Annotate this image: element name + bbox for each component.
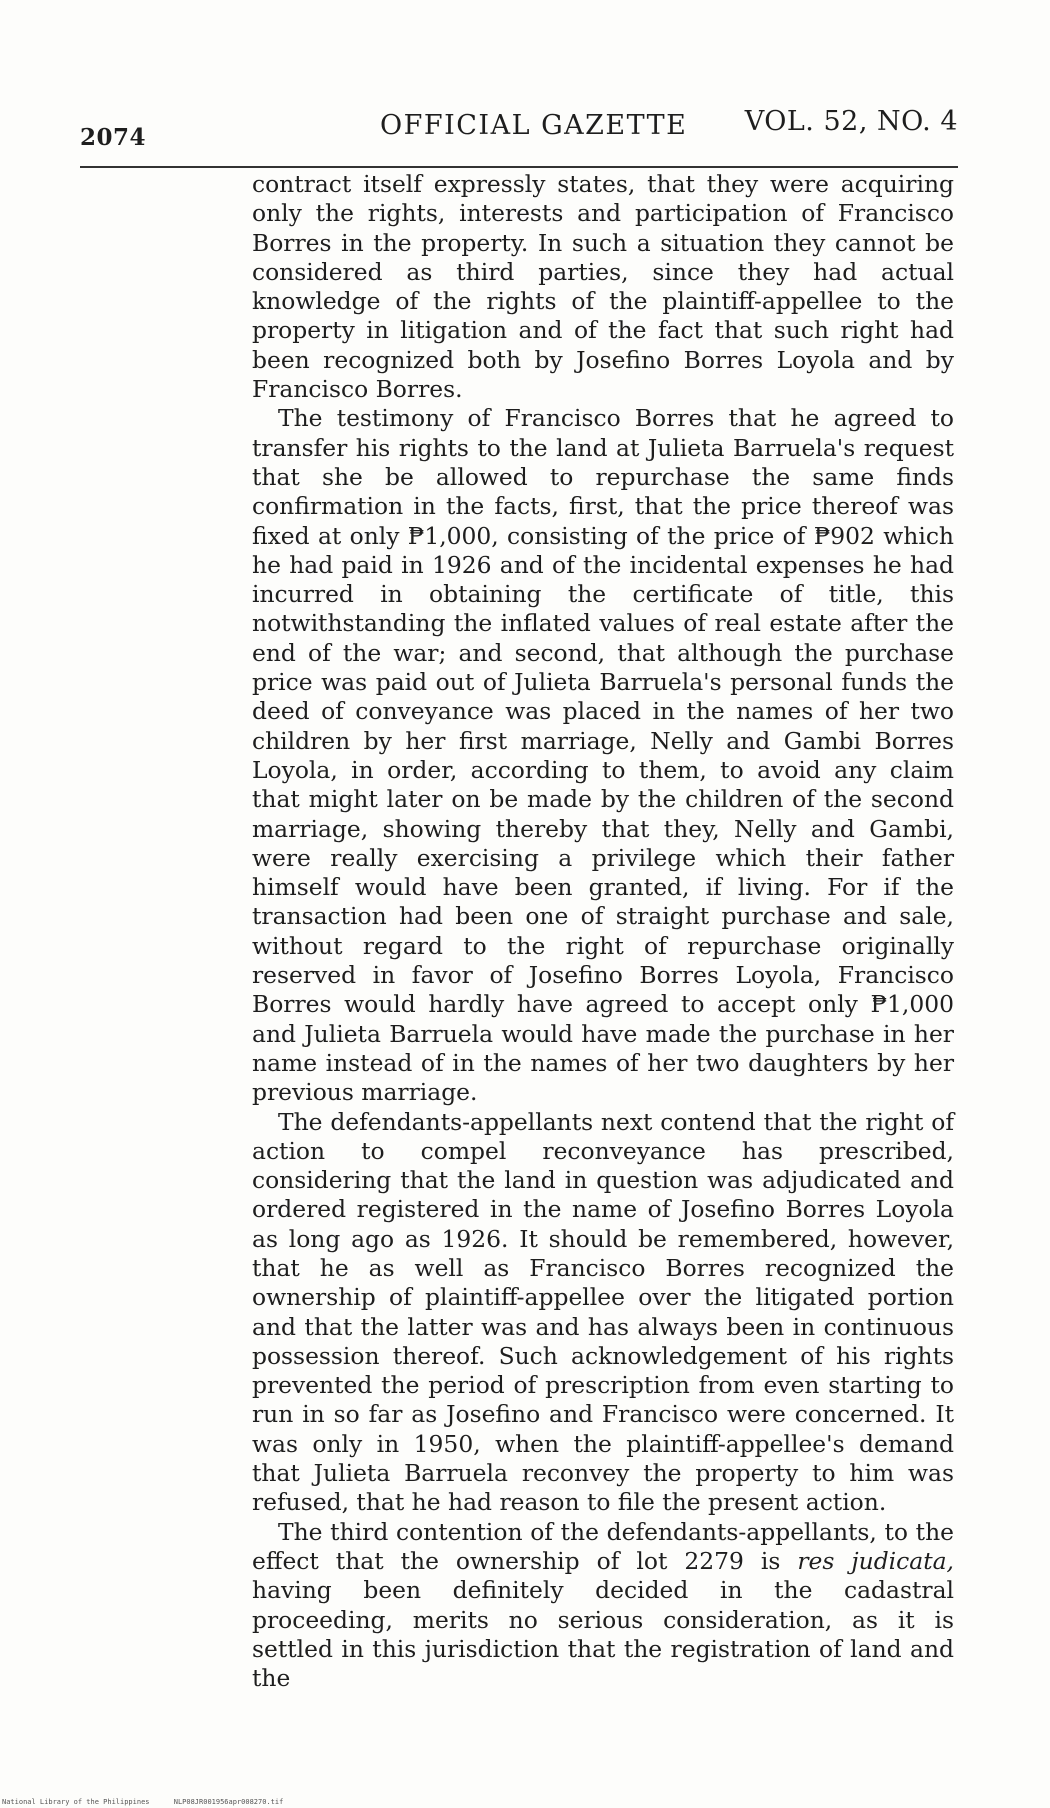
footer-file-id: NLP08JR001956apr008270.tif (173, 1798, 284, 1806)
paragraph-2: The testimony of Francisco Borres that he agreed to transfer his rights to the land at Julieta Barruela's request that she be allowed to repurchase the same finds confirmation in the facts, first, that the price thereof was fixed at only ₱1,000, consisting of the price of ₱902 which he had paid in 1926 and of the incidental expenses he had incurred in obtaining the certificate of title, this notwithstanding the inflated values of real estate after the end of the war; and second, that although the purchase price was paid out of Julieta Barruela's personal funds the deed of conveyance was placed in the names of her two children by her first marriage, Nelly and Gambi Borres Loyola, in order, according to them, to avoid any claim that might later on be made by the children of the second marriage, showing thereby that they, Nelly and Gambi, were really exercising a privilege which their father himself would have been granted, if living. For if the transaction had been one of straight purchase and sale, without regard to the right of repurchase originally reserved in favor of Josefino Borres Loyola, Francisco Borres would hardly have agreed to accept only ₱1,000 and Julieta Barruela would have made the purchase in her name instead of in the names of her two daughters by her previous marriage. (252, 404, 954, 1107)
paragraph-4-italic-term: res judicata, (797, 1546, 954, 1575)
volume-number: VOL. 52, NO. 4 (744, 106, 958, 137)
paragraph-4-text-before: The third contention of the defendants-appellants, to the effect that the ownership of lot 2279 is (252, 1517, 954, 1575)
paragraph-4-text-after: having been definitely decided in the cadastral proceeding, merits no serious consideration, as it is settled in this jurisdiction that the registration of land and the (252, 1576, 954, 1693)
publication-title: OFFICIAL GAZETTE (380, 110, 688, 141)
page-number: 2074 (80, 124, 147, 151)
paragraph-1: contract itself expressly states, that they were acquiring only the rights, interests and participation of Francisco Borres in the property. In such a situation they cannot be considered as third parties, since they had actual knowledge of the rights of the plaintiff-appellee to the property in litigation and of the fact that such right had been recognized both by Josefino Borres Loyola and by Francisco Borres. (252, 170, 954, 404)
paragraph-4 (252, 1518, 954, 1694)
paragraph-3: The defendants-appellants next contend that the right of action to compel reconveyance has prescribed, considering that the land in question was adjudicated and ordered registered in the name of Josefino Borres Loyola as long ago as 1926. It should be remembered, however, that he as well as Francisco Borres recognized the ownership of plaintiff-appellee over the litigated portion and that the latter was and has always been in continuous possession thereof. Such acknowledgement of his rights prevented the period of prescription from even starting to run in so far as Josefino and Francisco were concerned. It was only in 1950, when the plaintiff-appellee's demand that Julieta Barruela reconvey the property to him was refused, that he had reason to file the present action. (252, 1107, 954, 1517)
scan-footer (2, 1798, 303, 1806)
body-text (252, 170, 954, 1693)
footer-library: National Library of the Philippines (2, 1798, 150, 1806)
header-rule (80, 166, 958, 168)
page-header (80, 104, 958, 151)
